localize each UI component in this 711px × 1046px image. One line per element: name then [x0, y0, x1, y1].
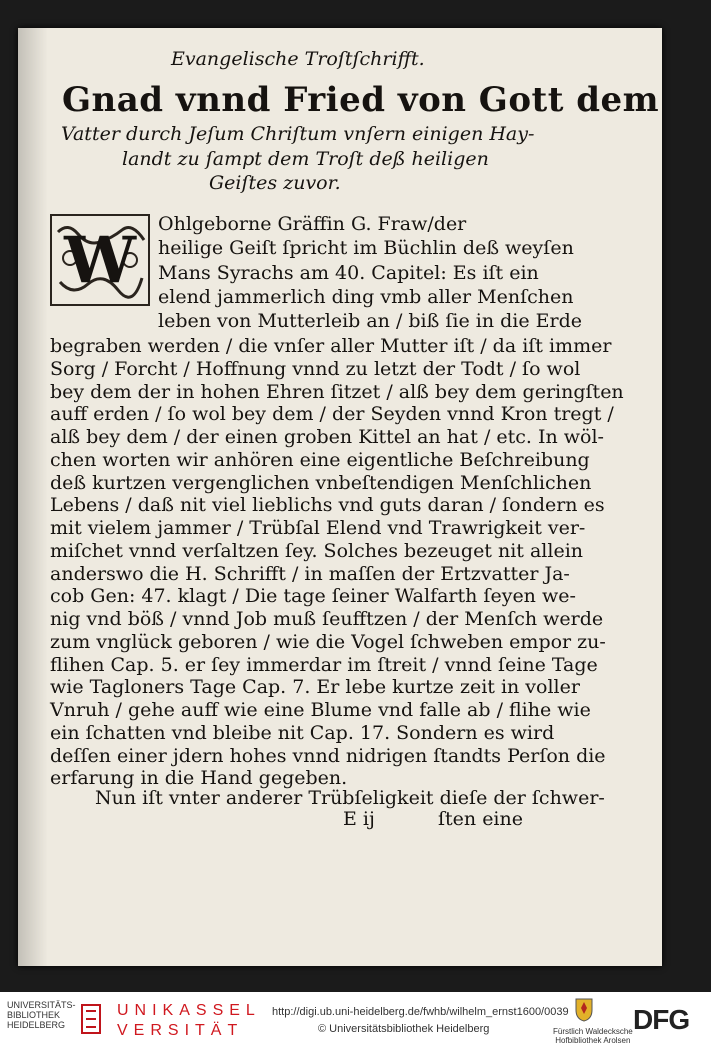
body-line: Ohlgeborne Gräffin G. Fraw/der: [158, 213, 467, 235]
body-line: bey dem der in hohen Ehren ſitzet / alß bey dem geringſten: [50, 380, 624, 403]
body-line: auff erden / ſo wol bey dem / der Seyden vnnd Kron tregt /: [50, 403, 614, 426]
fuerstlich-text: [553, 1027, 633, 1045]
body-line: zum vnglück geboren / wie die Vogel ſchweben empor zu-: [50, 630, 606, 653]
body-line: anderswo die H. Schrifft / in maſſen der Ertzvatter Ja-: [50, 562, 570, 585]
initial-letter: W: [64, 223, 136, 298]
body-line: leben von Mutterleib an / biß ſie in die Erde: [158, 310, 582, 333]
dfg-logo[interactable]: DFG: [633, 1004, 690, 1035]
fuerstlich-line: Fürstlich Waldecksche: [553, 1027, 633, 1036]
body-line: chen worten wir anhören eine eigentliche Beſchreibung: [50, 448, 590, 471]
heidelberg-logo-icon[interactable]: [80, 1003, 102, 1035]
uni-hd-line: BIBLIOTHEK: [7, 1010, 61, 1020]
heading-line-1: Gnad vnnd Fried von Gott dem: [62, 80, 660, 120]
body-line: wie Tagloners Tage Cap. 7. Er lebe kurtze zeit in voller: [50, 676, 580, 699]
body-line: Nun iſt vnter anderer Trübſeligkeit dieſe der ſchwer-: [95, 787, 605, 809]
uni-hd-line: UNIVERSITÄTS-: [7, 1000, 76, 1010]
heading-line-2: Vatter durch Jeſum Chriſtum vnſern einigen Hay-: [61, 123, 535, 145]
body-line: heilige Geiſt ſpricht im Büchlin deß weyſen: [158, 237, 574, 260]
crest-icon: [575, 998, 593, 1022]
body-line: Mans Syrachs am 40. Capitel: Es iſt ein: [158, 261, 539, 284]
source-url-link[interactable]: http://digi.ub.uni-heidelberg.de/fwhb/wilhelm_ernst1600/0039: [272, 1006, 569, 1018]
body-line: mit vielem jammer / Trübſal Elend vnd Trawrigkeit ver-: [50, 517, 586, 539]
body-line: Vnruh / gehe auff wie eine Blume vnd falle ab / flihe wie: [50, 699, 591, 721]
kassel-logo-text[interactable]: UNIKASSEL: [117, 1002, 261, 1019]
running-head: Evangelische Troſtſchrifft.: [171, 48, 425, 70]
fuerstlich-line: Hofbibliothek Arolsen: [555, 1036, 631, 1045]
decorated-initial: [48, 212, 152, 308]
heading-line-3: landt zu ſampt dem Troſt deß heiligen: [122, 148, 489, 170]
body-line: begraben werden / die vnſer aller Mutter iſt / da iſt immer: [50, 335, 612, 357]
body-line: Sorg / Forcht / Hoffnung vnnd zu letzt der Todt / ſo wol: [50, 357, 581, 380]
catchword: ſten eine: [438, 808, 523, 830]
copyright-text: © Universitätsbibliothek Heidelberg: [318, 1023, 490, 1035]
body-line: Lebens / daß nit viel lieblichs vnd guts daran / ſondern es: [50, 494, 605, 517]
signature-mark: E ij: [343, 808, 375, 830]
body-line: cob Gen: 47. klagt / Die tage ſeiner Walfarth ſeyen we-: [50, 585, 576, 608]
body-line: ein ſchatten vnd bleibe nit Cap. 17. Sondern es wird: [50, 721, 555, 744]
body-line: elend jammerlich ding vmb aller Menſchen: [158, 285, 574, 308]
body-line: flihen Cap. 5. er ſey immerdar im ſtreit / vnnd ſeine Tage: [50, 653, 598, 676]
body-line: miſchet vnnd verſaltzen ſey. Solches bezeuget nit allein: [50, 539, 584, 562]
body-line: deß kurtzen vergenglichen vnbeſtendigen Menſchlichen: [50, 471, 592, 494]
body-line: erfarung in die Hand gegeben.: [50, 767, 348, 790]
uni-hd-line: HEIDELBERG: [7, 1020, 66, 1030]
body-line: deſſen einer jdern hohes vnnd nidrigen ſtandts Perſon die: [50, 744, 606, 767]
kassel-logo-text-2[interactable]: VERSITÄT: [117, 1022, 244, 1039]
body-line: nig vnd böß / vnnd Job muß ſeufftzen / der Menſch werde: [50, 608, 604, 630]
body-line: alß bey dem / der einen groben Kittel an hat / etc. In wöl-: [50, 426, 604, 448]
uni-heidelberg-logo-text[interactable]: [7, 1000, 76, 1030]
heading-line-4: Geiſtes zuvor.: [209, 172, 341, 194]
